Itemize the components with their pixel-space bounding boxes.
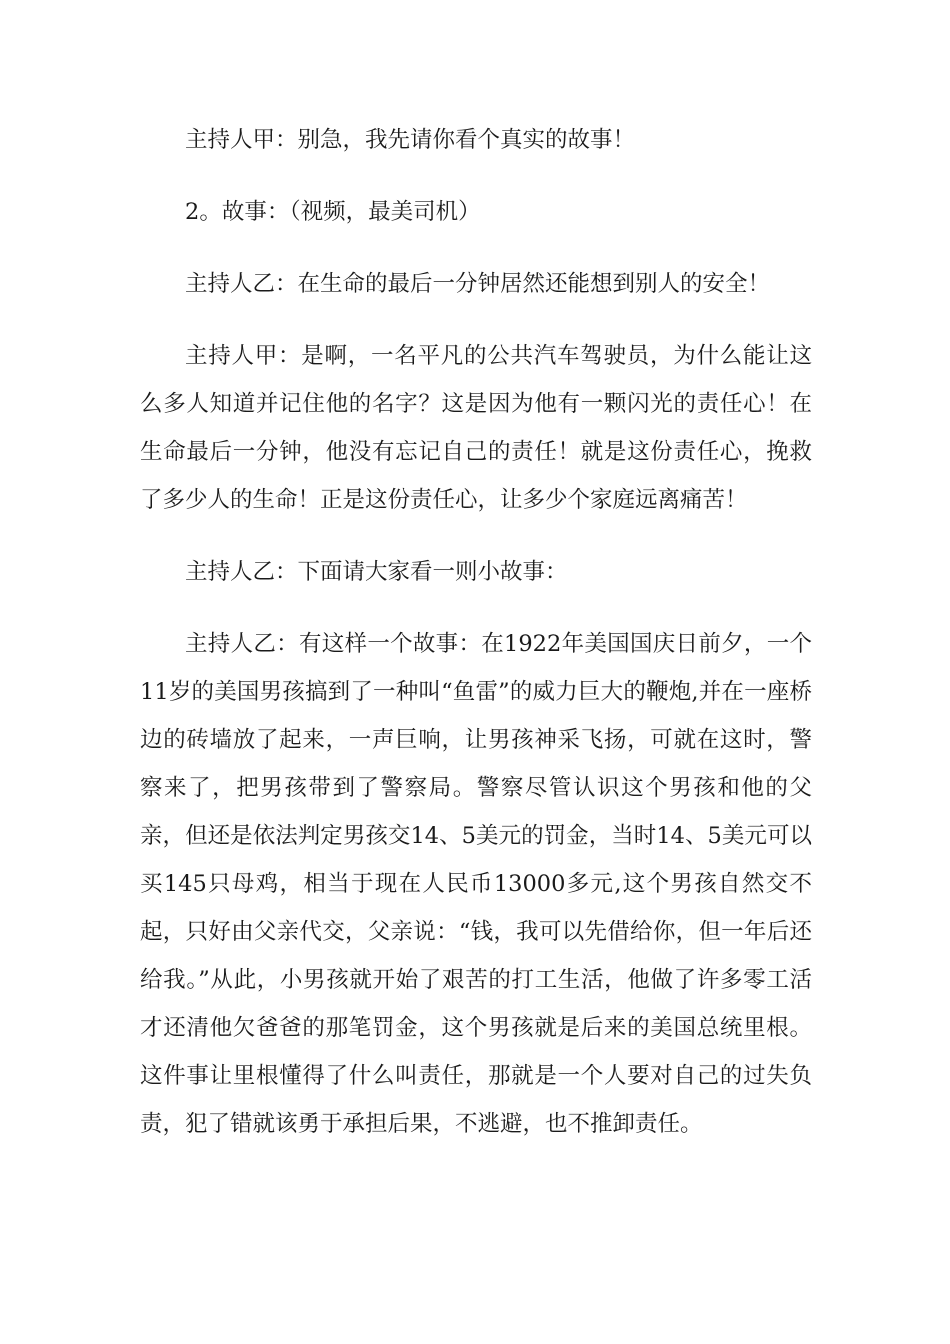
paragraph-host-b-reagan-story: 主持人乙：有这样一个故事：在1922年美国国庆日前夕，一个11岁的美国男孩搞到了一种叫“鱼雷”的威力巨大的鞭炮,并在一座桥边的砖墙放了起来，一声巨响，让男孩神采飞扬，可就在这时，警察来了，把男孩带到了警察局。警察尽管认识这个男孩和他的父亲，但还是依法判定男孩交14、5美元的罚金，当时14、5美元可以买145只母鸡，相当于现在人民币13000多元,这个男孩自然交不起，只好由父亲代交，父亲说：“钱，我可以先借给你，但一年后还给我。”从此，小男孩就开始了艰苦的打工生活，他做了许多零工活才还清他欠爸爸的那笔罚金，这个男孩就是后来的美国总统里根。这件事让里根懂得了什么叫责任，那就是一个人要对自己的过失负责，犯了错就该勇于承担后果，不逃避，也不推卸责任。 bbox=[140, 631, 812, 1137]
paragraph-host-a-responsibility: 主持人甲：是啊，一名平凡的公共汽车驾驶员，为什么能让这么多人知道并记住他的名字？这是因为他有一颗闪光的责任心！在生命最后一分钟，他没有忘记自己的责任！就是这份责任心，挽救了多少人的生命！正是这份责任心，让多少个家庭远离痛苦！ bbox=[140, 343, 812, 513]
paragraph-host-b-last-minute: 主持人乙：在生命的最后一分钟居然还能想到别人的安全！ bbox=[185, 271, 771, 297]
document-body bbox=[140, 116, 812, 1148]
paragraph-host-b-short-story-intro: 主持人乙：下面请大家看一则小故事： bbox=[185, 559, 568, 585]
paragraph-host-a-dont-worry: 主持人甲：别急，我先请你看个真实的故事！ bbox=[185, 127, 636, 153]
paragraph-story-video: 2。故事：（视频，最美司机） bbox=[185, 199, 481, 225]
